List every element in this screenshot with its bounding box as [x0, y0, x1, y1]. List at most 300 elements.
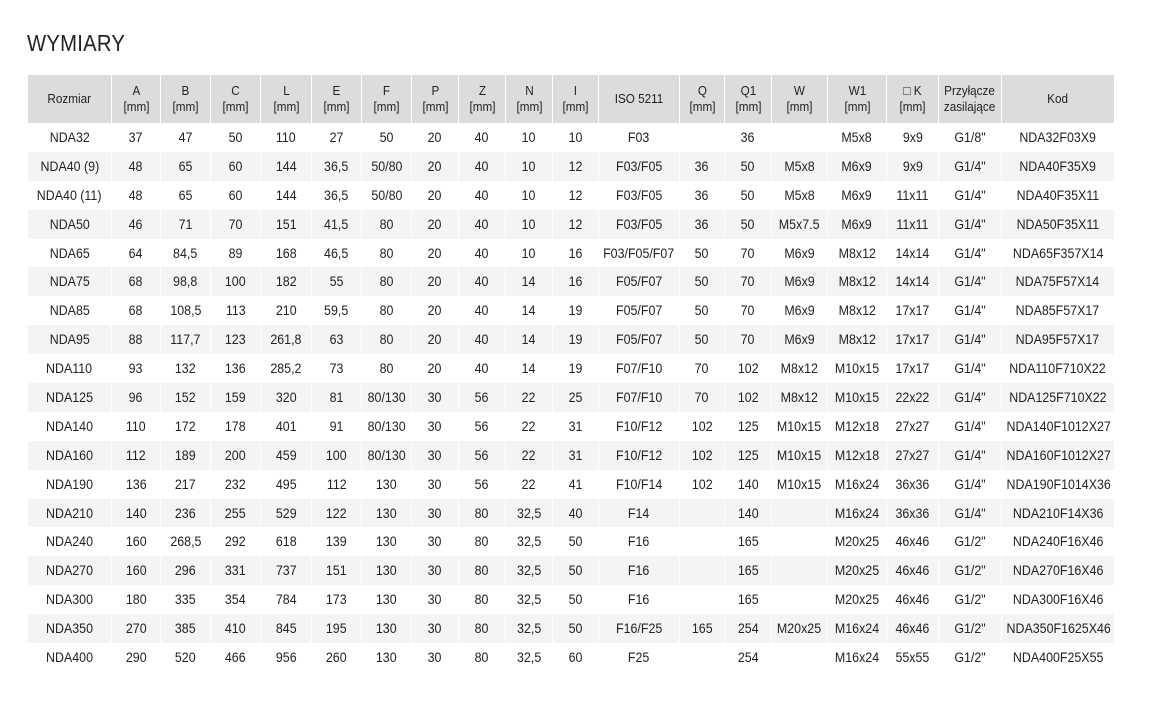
cell-value: 331 — [225, 563, 246, 579]
table-cell — [28, 354, 112, 383]
column-header-label: Q — [697, 83, 707, 98]
table-row — [28, 527, 1114, 556]
table-cell — [828, 296, 887, 325]
cell-value: 9x9 — [902, 158, 923, 174]
table-cell — [362, 556, 412, 585]
cell-value: 32,5 — [516, 649, 542, 665]
table-cell — [161, 354, 211, 383]
table-row — [28, 614, 1114, 643]
cell-value: 55 — [329, 274, 344, 290]
table-cell — [312, 152, 362, 181]
cell-value: 140 — [737, 476, 759, 492]
cell-value: 112 — [326, 476, 347, 492]
table-cell — [725, 412, 772, 441]
cell-value: 110 — [126, 418, 146, 434]
cell-value: 70 — [741, 245, 755, 261]
cell-value: 70 — [228, 216, 243, 232]
cell-value: 520 — [175, 649, 196, 665]
table-cell — [362, 383, 412, 412]
table-cell — [112, 181, 161, 210]
cell-value: 10 — [522, 216, 536, 232]
cell-value: NDA65F357X14 — [1012, 245, 1103, 261]
cell-value: 31 — [568, 418, 583, 434]
table-cell — [939, 556, 1002, 585]
table-cell — [553, 499, 599, 528]
cell-value: NDA160F1012X27 — [1006, 447, 1111, 463]
table-cell — [887, 123, 939, 152]
table-cell — [261, 239, 312, 268]
table-cell — [887, 585, 939, 614]
table-cell — [939, 614, 1002, 643]
table-cell — [459, 585, 506, 614]
cell-value: 130 — [376, 621, 397, 637]
cell-value: 30 — [428, 592, 442, 608]
table-cell — [887, 152, 939, 181]
table-cell — [680, 210, 725, 239]
cell-value: NDA95F57X17 — [1015, 332, 1100, 348]
table-cell — [28, 412, 112, 441]
cell-value: 68 — [129, 303, 143, 319]
cell-value: F03/F05/F07 — [603, 245, 675, 261]
table-cell — [772, 123, 828, 152]
table-cell — [312, 239, 362, 268]
table-cell — [161, 239, 211, 268]
cell-value: 36,5 — [324, 158, 349, 174]
cell-value: 50 — [568, 563, 583, 579]
table-cell — [506, 470, 553, 499]
cell-value: M5x8 — [841, 129, 873, 145]
cell-value: 410 — [225, 621, 246, 637]
table-cell — [506, 267, 553, 296]
column-header-label: E — [332, 83, 341, 98]
cell-value: 89 — [228, 245, 243, 261]
column-header-label: N — [524, 83, 534, 98]
cell-value: 36,5 — [324, 187, 349, 203]
table-cell — [772, 614, 828, 643]
table-cell — [680, 412, 725, 441]
column-header-label: C — [231, 83, 240, 98]
cell-value: M8x12 — [838, 274, 876, 290]
table-cell — [261, 527, 312, 556]
cell-value: F03/F05 — [615, 187, 663, 203]
cell-value: 210 — [275, 303, 297, 319]
cell-value: G1/4" — [954, 447, 986, 463]
cell-value: 160 — [125, 563, 147, 579]
cell-value: 139 — [326, 534, 347, 550]
table-cell — [362, 585, 412, 614]
table-cell — [725, 210, 772, 239]
cell-value: 14 — [522, 361, 536, 377]
cell-value: 14 — [522, 303, 536, 319]
cell-value: M16x24 — [834, 476, 880, 492]
cell-value: 50 — [741, 216, 755, 232]
table-cell — [312, 267, 362, 296]
table-cell — [939, 499, 1002, 528]
table-cell — [599, 152, 680, 181]
cell-value: 80 — [379, 274, 394, 290]
cell-value: NDA32F03X9 — [1019, 129, 1097, 145]
cell-value: 25 — [568, 389, 583, 405]
cell-value: 50 — [695, 303, 709, 319]
cell-value: 165 — [737, 563, 759, 579]
cell-value: NDA40 (11) — [37, 187, 102, 203]
table-cell — [680, 527, 725, 556]
cell-value: G1/4" — [954, 187, 986, 203]
cell-value: 56 — [475, 476, 489, 492]
cell-value: 100 — [326, 447, 347, 463]
table-cell — [211, 210, 261, 239]
table-cell — [887, 441, 939, 470]
table-row — [28, 239, 1114, 268]
table-cell — [412, 354, 459, 383]
cell-value: 48 — [129, 187, 143, 203]
table-cell — [261, 556, 312, 585]
cell-value: 41,5 — [324, 216, 349, 232]
cell-value: 80 — [379, 216, 394, 232]
table-cell — [459, 152, 506, 181]
cell-value: NDA300 — [46, 592, 93, 608]
table-cell — [362, 152, 412, 181]
cell-value: 178 — [225, 418, 246, 434]
table-cell — [599, 239, 680, 268]
table-cell — [725, 123, 772, 152]
table-cell — [362, 354, 412, 383]
table-cell — [939, 181, 1002, 210]
table-cell — [211, 441, 261, 470]
table-cell — [887, 499, 939, 528]
table-cell — [599, 267, 680, 296]
table-cell — [772, 239, 828, 268]
table-row — [28, 556, 1114, 585]
table-cell — [599, 296, 680, 325]
table-cell — [725, 181, 772, 210]
table-cell — [362, 267, 412, 296]
table-cell — [161, 527, 211, 556]
cell-value: 10 — [522, 129, 536, 145]
table-row — [28, 643, 1114, 672]
table-cell — [161, 643, 211, 672]
table-cell — [412, 499, 459, 528]
cell-value: 50 — [695, 274, 709, 290]
table-cell — [161, 412, 211, 441]
cell-value: 40 — [475, 332, 489, 348]
cell-value: 56 — [475, 447, 489, 463]
cell-value: 172 — [175, 418, 196, 434]
table-cell — [362, 441, 412, 470]
cell-value: 50 — [379, 129, 394, 145]
table-cell — [772, 267, 828, 296]
table-cell — [312, 556, 362, 585]
cell-value: 31 — [568, 447, 583, 463]
cell-value: NDA240 — [46, 534, 93, 550]
cell-value: 20 — [428, 216, 442, 232]
column-header — [261, 75, 312, 123]
table-row — [28, 412, 1114, 441]
cell-value: 165 — [737, 592, 759, 608]
table-cell — [412, 239, 459, 268]
table-cell — [772, 152, 828, 181]
table-cell — [887, 239, 939, 268]
table-cell — [599, 470, 680, 499]
table-cell — [725, 267, 772, 296]
cell-value: 40 — [475, 274, 489, 290]
cell-value: 20 — [428, 129, 442, 145]
cell-value: M20x25 — [834, 534, 880, 550]
cell-value: 296 — [175, 563, 196, 579]
table-cell — [828, 412, 887, 441]
table-cell — [312, 470, 362, 499]
table-cell — [939, 152, 1002, 181]
table-cell — [312, 383, 362, 412]
cell-value: 136 — [125, 476, 147, 492]
table-cell — [553, 354, 599, 383]
table-cell — [312, 296, 362, 325]
cell-value: 30 — [428, 476, 442, 492]
cell-value: 160 — [125, 534, 147, 550]
cell-value: NDA85 — [49, 303, 90, 319]
cell-value: 81 — [329, 389, 344, 405]
table-cell — [112, 152, 161, 181]
cell-value: M10x15 — [777, 447, 822, 463]
table-cell — [772, 643, 828, 672]
cell-value: G1/2" — [954, 649, 986, 665]
table-cell — [112, 325, 161, 354]
table-cell — [725, 383, 772, 412]
cell-value: 17x17 — [895, 332, 930, 348]
cell-value: F03/F05 — [615, 158, 663, 174]
column-header-unit: [mm] — [222, 99, 249, 114]
cell-value: 46x46 — [895, 563, 930, 579]
table-cell — [261, 152, 312, 181]
cell-value: NDA95 — [49, 332, 90, 348]
cell-value: 36 — [695, 216, 709, 232]
cell-value: 113 — [225, 303, 246, 319]
column-header — [887, 75, 939, 123]
table-cell — [887, 325, 939, 354]
table-cell — [553, 325, 599, 354]
table-cell — [599, 325, 680, 354]
table-cell — [312, 527, 362, 556]
cell-value: 11x11 — [896, 216, 929, 232]
table-cell — [312, 585, 362, 614]
table-cell — [28, 123, 112, 152]
table-cell — [1002, 499, 1114, 528]
table-cell — [412, 556, 459, 585]
table-cell — [28, 267, 112, 296]
table-cell — [112, 585, 161, 614]
table-cell — [506, 614, 553, 643]
table-cell — [362, 210, 412, 239]
table-cell — [261, 267, 312, 296]
table-cell — [680, 470, 725, 499]
cell-value: G1/2" — [954, 563, 986, 579]
table-cell — [112, 239, 161, 268]
table-row — [28, 383, 1114, 412]
cell-value: 80 — [379, 332, 394, 348]
cell-value: 845 — [275, 621, 297, 637]
table-cell — [412, 527, 459, 556]
cell-value: 14x14 — [895, 245, 930, 261]
table-cell — [553, 181, 599, 210]
cell-value: 529 — [275, 505, 297, 521]
cell-value: G1/4" — [954, 505, 986, 521]
cell-value: 64 — [129, 245, 143, 261]
table-cell — [362, 614, 412, 643]
table-cell — [211, 585, 261, 614]
cell-value: 20 — [428, 361, 442, 377]
table-cell — [772, 296, 828, 325]
table-cell — [506, 499, 553, 528]
table-cell — [553, 614, 599, 643]
cell-value: 110 — [276, 129, 296, 145]
column-header-unit: [mm] — [373, 99, 400, 114]
table-cell — [680, 239, 725, 268]
table-cell — [261, 499, 312, 528]
cell-value: 68 — [129, 274, 143, 290]
table-cell — [506, 643, 553, 672]
cell-value: NDA40F35X9 — [1019, 158, 1097, 174]
table-cell — [939, 383, 1002, 412]
cell-value: NDA270F16X46 — [1012, 563, 1103, 579]
table-cell — [939, 210, 1002, 239]
table-cell — [459, 470, 506, 499]
cell-value: 123 — [225, 332, 246, 348]
table-cell — [112, 210, 161, 239]
column-header-unit: [mm] — [843, 99, 870, 114]
column-header — [28, 75, 112, 123]
table-cell — [459, 614, 506, 643]
column-header-label: I — [573, 83, 578, 98]
table-cell — [553, 585, 599, 614]
column-header — [459, 75, 506, 123]
table-cell — [112, 556, 161, 585]
table-cell — [362, 470, 412, 499]
column-header — [828, 75, 887, 123]
column-header-label: P — [431, 83, 439, 98]
cell-value: 50 — [741, 187, 755, 203]
column-header — [939, 75, 1002, 123]
table-cell — [599, 441, 680, 470]
cell-value: 182 — [275, 274, 297, 290]
table-cell — [828, 210, 887, 239]
column-header-label: L — [282, 83, 290, 98]
column-header-unit: [mm] — [272, 99, 299, 114]
cell-value: M5x7.5 — [779, 216, 820, 232]
table-cell — [680, 123, 725, 152]
table-cell — [725, 441, 772, 470]
cell-value: 46 — [129, 216, 143, 232]
cell-value: 130 — [376, 476, 397, 492]
cell-value: F16/F25 — [615, 621, 663, 637]
cell-value: 100 — [225, 274, 246, 290]
table-cell — [28, 643, 112, 672]
table-cell — [939, 643, 1002, 672]
table-cell — [680, 267, 725, 296]
column-header — [725, 75, 772, 123]
table-cell — [459, 383, 506, 412]
cell-value: 130 — [376, 649, 397, 665]
table-cell — [772, 181, 828, 210]
table-cell — [459, 325, 506, 354]
table-cell — [506, 383, 553, 412]
cell-value: 40 — [475, 361, 489, 377]
cell-value: 73 — [329, 361, 344, 377]
table-cell — [1002, 614, 1114, 643]
cell-value: 401 — [275, 418, 297, 434]
cell-value: NDA350 — [46, 621, 93, 637]
table-cell — [28, 585, 112, 614]
table-cell — [939, 441, 1002, 470]
table-cell — [459, 441, 506, 470]
table-cell — [112, 412, 161, 441]
table-cell — [362, 527, 412, 556]
table-cell — [28, 239, 112, 268]
table-cell — [362, 123, 412, 152]
table-cell — [506, 325, 553, 354]
cell-value: 102 — [691, 418, 713, 434]
cell-value: NDA350F1625X46 — [1006, 621, 1111, 637]
cell-value: 36x36 — [895, 476, 930, 492]
cell-value: 10 — [522, 187, 536, 203]
cell-value: 354 — [225, 592, 246, 608]
column-header-label: □ K — [903, 83, 922, 98]
table-cell — [599, 527, 680, 556]
cell-value: 130 — [376, 563, 397, 579]
table-cell — [211, 499, 261, 528]
cell-value: 10 — [522, 158, 536, 174]
cell-value: G1/2" — [954, 534, 986, 550]
table-cell — [312, 354, 362, 383]
cell-value: 84,5 — [173, 245, 198, 261]
cell-value: 495 — [275, 476, 297, 492]
table-cell — [362, 239, 412, 268]
cell-value: 14 — [522, 274, 536, 290]
cell-value: 46x46 — [895, 534, 930, 550]
cell-value: 165 — [737, 534, 759, 550]
column-header-label: Przyłącze — [944, 83, 996, 98]
table-cell — [553, 643, 599, 672]
cell-value: 9x9 — [902, 129, 923, 145]
table-cell — [553, 296, 599, 325]
table-cell — [261, 325, 312, 354]
cell-value: 102 — [737, 389, 759, 405]
table-cell — [211, 296, 261, 325]
table-cell — [680, 614, 725, 643]
column-header-unit: [mm] — [421, 99, 448, 114]
cell-value: F03/F05 — [615, 216, 663, 232]
cell-value: G1/4" — [954, 389, 986, 405]
table-cell — [680, 354, 725, 383]
cell-value: 46x46 — [895, 621, 930, 637]
table-cell — [161, 267, 211, 296]
cell-value: 27 — [329, 129, 344, 145]
table-cell — [112, 354, 161, 383]
table-cell — [772, 470, 828, 499]
column-header-label: Kod — [1047, 91, 1069, 106]
column-header — [161, 75, 211, 123]
table-row — [28, 210, 1114, 239]
cell-value: G1/4" — [954, 418, 986, 434]
cell-value: NDA110F710X22 — [1009, 361, 1106, 377]
table-cell — [211, 239, 261, 268]
column-header-unit: [mm] — [172, 99, 199, 114]
cell-value: 20 — [428, 158, 442, 174]
cell-value: 50 — [228, 129, 243, 145]
cell-value: NDA50F35X11 — [1016, 216, 1100, 232]
cell-value: 40 — [475, 187, 489, 203]
table-cell — [161, 325, 211, 354]
table-cell — [1002, 643, 1114, 672]
